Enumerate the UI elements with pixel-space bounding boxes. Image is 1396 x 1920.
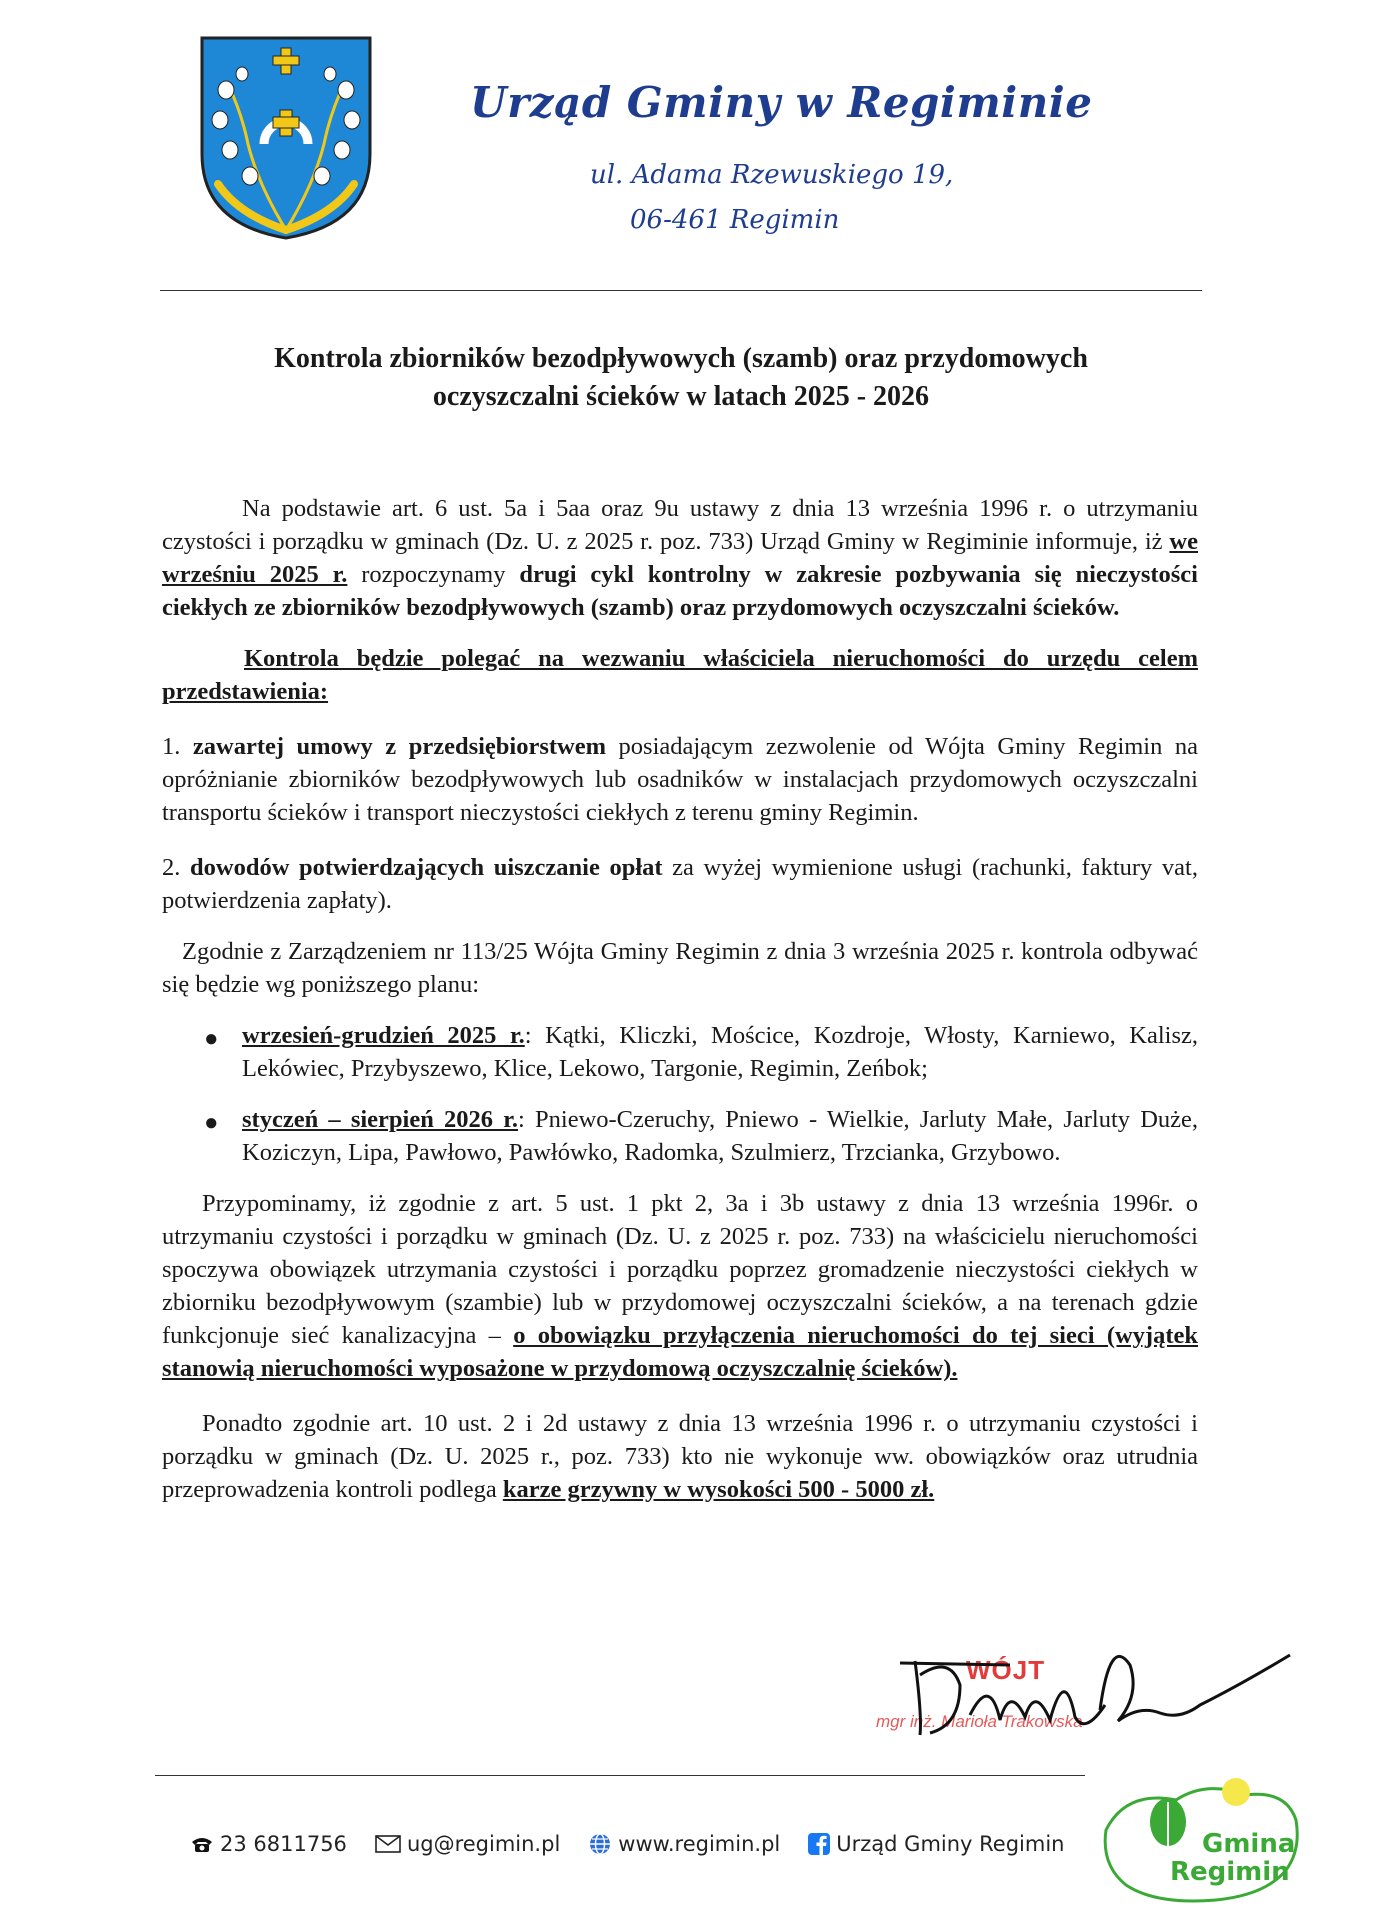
plan-intro: Zgodnie z Zarządzeniem nr 113/25 Wójta Gminy Regimin z dnia 3 września 2025 r. kontrola odbywać się będzie wg poniższego planu: [162, 938, 1198, 998]
intro-bold: drugi cykl kontrolny w zakresie pozbywania się nieczystości ciekłych ze zbiorników bezodpływowych (szamb) oraz przydomowych oczyszczalni ścieków. [162, 561, 1198, 621]
item-text: za wyżej wymienione usługi (rachunki, faktury vat, potwierdzenia zapłaty). [162, 854, 1198, 914]
reminder-bold: o obowiązku przyłączenia nieruchomości do tej sieci (wyjątek stanowią nieruchomości wyposażone w przydomową oczyszczalnię ścieków). [162, 1322, 1198, 1382]
intro-paragraph [162, 492, 1198, 624]
website-link[interactable]: www.regimin.pl [618, 1832, 781, 1856]
intro-date: we wrześniu 2025 r. [162, 528, 1198, 588]
intro-text: Na podstawie art. 6 ust. 5a i 5aa oraz 9u ustawy z dnia 13 września 1996 r. o utrzymaniu czystości i porządku w gminach (Dz. U. z 2025 r. poz. 733) Urząd Gminy w Regiminie informuje, iż [162, 495, 1198, 555]
plan-villages: : Pniewo-Czeruchy, Pniewo - Wielkie, Jarluty Małe, Jarluty Duże, Koziczyn, Lipa, Pawłowo, Pawłówko, Radomka, Szulmierz, Trzcianka, Grzybowo. [242, 1106, 1199, 1166]
reminder-paragraph [162, 1187, 1198, 1385]
plan-period: styczeń – sierpień 2026 r. [242, 1106, 519, 1133]
document-title [160, 340, 1202, 416]
logo-text-regimin: Regimin [1170, 1857, 1290, 1887]
footer-facebook[interactable] [808, 1832, 1064, 1856]
control-plan-list [162, 1019, 1198, 1169]
penalty-bold: karze grzywny w wysokości 500 - 5000 zł. [502, 1476, 935, 1503]
footer-phone [190, 1832, 347, 1856]
bullet-icon: ● [204, 1110, 219, 1136]
facebook-link[interactable]: Urząd Gminy Regimin [836, 1832, 1065, 1856]
bullet-icon: ● [204, 1026, 219, 1052]
facebook-icon [808, 1833, 830, 1855]
phone-icon [190, 1834, 214, 1854]
logo-text-gmina: Gmina [1202, 1829, 1296, 1859]
phone-number: 23 6811756 [220, 1832, 347, 1856]
stamp-name: mgr inż. Marioła Trakowska [876, 1712, 1083, 1731]
header-divider [160, 290, 1202, 291]
envelope-icon [375, 1834, 401, 1854]
penalty-paragraph [162, 1407, 1198, 1506]
title-line-2: oczyszczalni ścieków w latach 2025 - 2026 [432, 381, 930, 412]
requirement-item-2 [162, 851, 1198, 917]
footer-website[interactable] [588, 1832, 780, 1856]
item-bold: dowodów potwierdzających uiszczanie opłat [190, 854, 663, 881]
plan-villages: : Kątki, Kliczki, Mościce, Kozdroje, Włosty, Karniewo, Kalisz, Lekówiec, Przybyszewo, Klice, Lekowo, Targonie, Regimin, Zeńbok; [242, 1022, 1198, 1082]
office-name: Urząd Gminy w Regiminie [470, 78, 1093, 127]
email-link[interactable]: ug@regimin.pl [406, 1832, 561, 1856]
requirement-item-1 [162, 730, 1198, 829]
item-text: posiadającym zezwolenie od Wójta Gminy Regimin na opróżnianie zbiorników bezodpływowych lub osadników w instalacjach przydomowych oczyszczalni transportu ścieków i transport nieczystości ciekłych z terenu gminy Regimin. [162, 733, 1199, 826]
footer-divider [155, 1775, 1085, 1776]
contact-footer [190, 1832, 1070, 1856]
item-number: 1. [162, 733, 193, 760]
intro-text-2: rozpoczynamy [347, 561, 520, 588]
plan-period: wrzesień-grudzień 2025 r. [242, 1022, 525, 1049]
document-body [162, 492, 1198, 1528]
item-number: 2. [162, 854, 190, 881]
plan-item [162, 1103, 1198, 1169]
globe-icon [588, 1832, 612, 1856]
reminder-text: Przypominamy, iż zgodnie z art. 5 ust. 1 pkt 2, 3a i 3b ustawy z dnia 13 września 1996r. o utrzymaniu czystości i porządku w gminach (Dz. U. z 2025 r. poz. 733) na właścicielu nieruchomości spoczywa obowiązek utrzymania czystości i porządku poprzez gromadzenie nieczystości ciekłych w zbiorniku bezodpływowym (szambie) lub w przydomowej oczyszczalni ścieków, a na terenach gdzie funkcjonuje sieć kanalizacyjna – [162, 1190, 1198, 1349]
address-city: 06-461 Regimin [630, 205, 840, 235]
title-line-1: Kontrola zbiorników bezodpływowych (szamb) oraz przydomowych [274, 343, 1088, 374]
address-street: ul. Adama Rzewuskiego 19, [590, 160, 954, 190]
item-bold: zawartej umowy z przedsiębiorstwem [192, 733, 607, 760]
stamp-title: WÓJT [966, 1655, 1046, 1685]
penalty-text: Ponadto zgodnie art. 10 ust. 2 i 2d ustawy z dnia 13 września 1996 r. o utrzymaniu czystości i porządku w gminach (Dz. U. 2025 r., poz. 733) kto nie wykonuje ww. obowiązków oraz utrudnia przeprowadzenia kontroli podlega [162, 1410, 1198, 1503]
coat-of-arms-icon [198, 34, 374, 242]
control-heading: Kontrola będzie polegać na wezwaniu właściciela nieruchomości do urzędu celem przedstawienia: [162, 645, 1198, 705]
handwritten-signature [860, 1625, 1300, 1755]
footer-email[interactable] [375, 1832, 560, 1856]
plan-item [162, 1019, 1198, 1085]
